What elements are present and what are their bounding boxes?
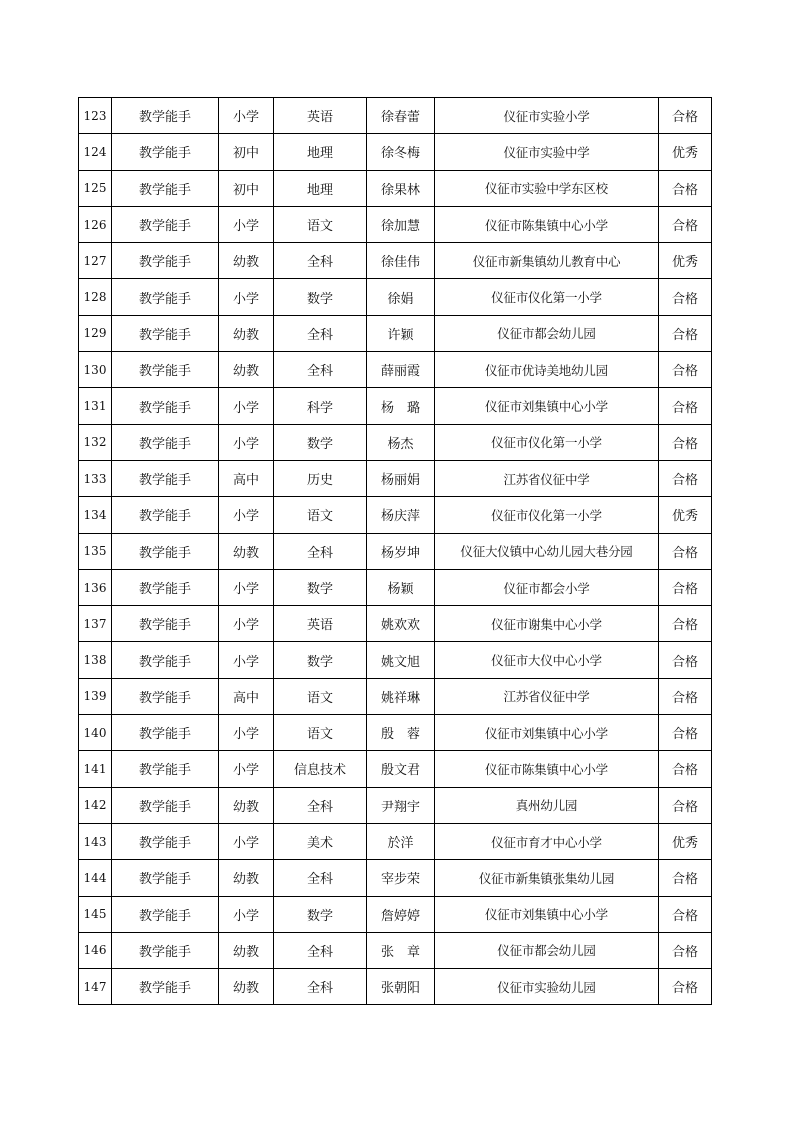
work-unit-cell: 仪征市都会幼儿园 [435, 932, 659, 968]
assessment-result-cell: 合格 [659, 715, 712, 751]
award-title-cell: 教学能手 [112, 787, 219, 823]
award-title-cell: 教学能手 [112, 823, 219, 859]
school-level-cell: 幼教 [219, 243, 274, 279]
award-title-cell: 教学能手 [112, 932, 219, 968]
row-number-cell: 125 [79, 170, 112, 206]
subject-cell: 信息技术 [274, 751, 367, 787]
subject-cell: 语文 [274, 497, 367, 533]
award-title-cell: 教学能手 [112, 315, 219, 351]
assessment-result-cell: 优秀 [659, 243, 712, 279]
assessment-result-cell: 合格 [659, 969, 712, 1005]
school-level-cell: 小学 [219, 424, 274, 460]
school-level-cell: 小学 [219, 642, 274, 678]
work-unit-cell: 仪征市刘集镇中心小学 [435, 388, 659, 424]
school-level-cell: 幼教 [219, 352, 274, 388]
subject-cell: 数学 [274, 896, 367, 932]
table-row [79, 170, 712, 206]
work-unit-cell: 仪征市实验中学东区校 [435, 170, 659, 206]
assessment-result-cell: 合格 [659, 424, 712, 460]
subject-cell: 全科 [274, 969, 367, 1005]
award-title-cell: 教学能手 [112, 642, 219, 678]
row-number-cell: 145 [79, 896, 112, 932]
table-row [79, 969, 712, 1005]
subject-cell: 语文 [274, 678, 367, 714]
teacher-name-cell: 殷文君 [367, 751, 435, 787]
assessment-result-cell: 合格 [659, 98, 712, 134]
teacher-name-cell: 徐冬梅 [367, 134, 435, 170]
school-level-cell: 幼教 [219, 787, 274, 823]
teacher-name-cell: 姚欢欢 [367, 606, 435, 642]
table-row [79, 751, 712, 787]
assessment-result-cell: 合格 [659, 388, 712, 424]
assessment-result-cell: 合格 [659, 678, 712, 714]
row-number-cell: 146 [79, 932, 112, 968]
school-level-cell: 小学 [219, 279, 274, 315]
assessment-result-cell: 合格 [659, 279, 712, 315]
table-row [79, 497, 712, 533]
subject-cell: 英语 [274, 606, 367, 642]
work-unit-cell: 仪征市实验小学 [435, 98, 659, 134]
award-title-cell: 教学能手 [112, 279, 219, 315]
work-unit-cell: 仪征市都会幼儿园 [435, 315, 659, 351]
award-title-cell: 教学能手 [112, 352, 219, 388]
teacher-name-cell: 杨庆萍 [367, 497, 435, 533]
table-row [79, 206, 712, 242]
assessment-result-cell: 合格 [659, 932, 712, 968]
school-level-cell: 初中 [219, 170, 274, 206]
work-unit-cell: 仪征市刘集镇中心小学 [435, 715, 659, 751]
teacher-name-cell: 徐娟 [367, 279, 435, 315]
row-number-cell: 133 [79, 460, 112, 496]
teacher-name-cell: 姚祥琳 [367, 678, 435, 714]
row-number-cell: 140 [79, 715, 112, 751]
work-unit-cell: 仪征市陈集镇中心小学 [435, 751, 659, 787]
row-number-cell: 144 [79, 860, 112, 896]
award-title-cell: 教学能手 [112, 896, 219, 932]
assessment-result-cell: 合格 [659, 606, 712, 642]
work-unit-cell: 江苏省仪征中学 [435, 678, 659, 714]
row-number-cell: 123 [79, 98, 112, 134]
work-unit-cell: 仪征市新集镇幼儿教育中心 [435, 243, 659, 279]
work-unit-cell: 仪征市育才中心小学 [435, 823, 659, 859]
row-number-cell: 139 [79, 678, 112, 714]
award-title-cell: 教学能手 [112, 424, 219, 460]
work-unit-cell: 仪征市都会小学 [435, 569, 659, 605]
award-title-cell: 教学能手 [112, 715, 219, 751]
assessment-result-cell: 合格 [659, 170, 712, 206]
work-unit-cell: 仪征市优诗美地幼儿园 [435, 352, 659, 388]
award-title-cell: 教学能手 [112, 497, 219, 533]
teacher-name-cell: 许颖 [367, 315, 435, 351]
assessment-result-cell: 合格 [659, 352, 712, 388]
subject-cell: 地理 [274, 134, 367, 170]
table-row [79, 98, 712, 134]
table-row [79, 388, 712, 424]
award-title-cell: 教学能手 [112, 751, 219, 787]
award-title-cell: 教学能手 [112, 134, 219, 170]
school-level-cell: 幼教 [219, 315, 274, 351]
teacher-name-cell: 杨杰 [367, 424, 435, 460]
roster-table [78, 97, 712, 1005]
subject-cell: 全科 [274, 243, 367, 279]
teacher-name-cell: 杨丽娟 [367, 460, 435, 496]
row-number-cell: 141 [79, 751, 112, 787]
table-row [79, 860, 712, 896]
table-row [79, 424, 712, 460]
subject-cell: 英语 [274, 98, 367, 134]
teacher-name-cell: 薛丽霞 [367, 352, 435, 388]
subject-cell: 科学 [274, 388, 367, 424]
school-level-cell: 幼教 [219, 932, 274, 968]
table-row [79, 823, 712, 859]
work-unit-cell: 仪征市仪化第一小学 [435, 497, 659, 533]
teacher-name-cell: 殷 蓉 [367, 715, 435, 751]
table-row [79, 606, 712, 642]
award-title-cell: 教学能手 [112, 243, 219, 279]
teacher-name-cell: 姚文旭 [367, 642, 435, 678]
row-number-cell: 124 [79, 134, 112, 170]
subject-cell: 美术 [274, 823, 367, 859]
table-row [79, 243, 712, 279]
work-unit-cell: 仪征市实验幼儿园 [435, 969, 659, 1005]
award-title-cell: 教学能手 [112, 460, 219, 496]
table-row [79, 715, 712, 751]
assessment-result-cell: 合格 [659, 860, 712, 896]
work-unit-cell: 仪征市实验中学 [435, 134, 659, 170]
award-title-cell: 教学能手 [112, 678, 219, 714]
assessment-result-cell: 合格 [659, 206, 712, 242]
row-number-cell: 126 [79, 206, 112, 242]
row-number-cell: 143 [79, 823, 112, 859]
subject-cell: 数学 [274, 424, 367, 460]
assessment-result-cell: 合格 [659, 569, 712, 605]
assessment-result-cell: 优秀 [659, 134, 712, 170]
teacher-name-cell: 徐加慧 [367, 206, 435, 242]
row-number-cell: 131 [79, 388, 112, 424]
table-row [79, 932, 712, 968]
school-level-cell: 幼教 [219, 533, 274, 569]
assessment-result-cell: 合格 [659, 315, 712, 351]
subject-cell: 全科 [274, 352, 367, 388]
row-number-cell: 142 [79, 787, 112, 823]
school-level-cell: 幼教 [219, 860, 274, 896]
subject-cell: 数学 [274, 279, 367, 315]
teacher-name-cell: 詹婷婷 [367, 896, 435, 932]
school-level-cell: 幼教 [219, 969, 274, 1005]
subject-cell: 全科 [274, 315, 367, 351]
teacher-name-cell: 张 章 [367, 932, 435, 968]
row-number-cell: 134 [79, 497, 112, 533]
assessment-result-cell: 合格 [659, 787, 712, 823]
school-level-cell: 小学 [219, 823, 274, 859]
teacher-name-cell: 张朝阳 [367, 969, 435, 1005]
work-unit-cell: 仪征大仪镇中心幼儿园大巷分园 [435, 533, 659, 569]
teacher-name-cell: 於洋 [367, 823, 435, 859]
award-title-cell: 教学能手 [112, 569, 219, 605]
table-row [79, 678, 712, 714]
award-title-cell: 教学能手 [112, 170, 219, 206]
table-row [79, 352, 712, 388]
table-row [79, 569, 712, 605]
table-row [79, 315, 712, 351]
teacher-name-cell: 徐佳伟 [367, 243, 435, 279]
row-number-cell: 127 [79, 243, 112, 279]
subject-cell: 全科 [274, 787, 367, 823]
table-row [79, 279, 712, 315]
work-unit-cell: 仪征市刘集镇中心小学 [435, 896, 659, 932]
work-unit-cell: 仪征市大仪中心小学 [435, 642, 659, 678]
assessment-result-cell: 合格 [659, 751, 712, 787]
row-number-cell: 135 [79, 533, 112, 569]
table-row [79, 460, 712, 496]
assessment-result-cell: 合格 [659, 896, 712, 932]
teacher-name-cell: 尹翔宇 [367, 787, 435, 823]
table-row [79, 787, 712, 823]
subject-cell: 数学 [274, 642, 367, 678]
award-title-cell: 教学能手 [112, 388, 219, 424]
subject-cell: 地理 [274, 170, 367, 206]
school-level-cell: 小学 [219, 388, 274, 424]
subject-cell: 历史 [274, 460, 367, 496]
assessment-result-cell: 优秀 [659, 823, 712, 859]
work-unit-cell: 仪征市仪化第一小学 [435, 424, 659, 460]
work-unit-cell: 江苏省仪征中学 [435, 460, 659, 496]
assessment-result-cell: 合格 [659, 460, 712, 496]
award-title-cell: 教学能手 [112, 98, 219, 134]
subject-cell: 全科 [274, 860, 367, 896]
award-title-cell: 教学能手 [112, 969, 219, 1005]
teacher-name-cell: 宰步荣 [367, 860, 435, 896]
award-title-cell: 教学能手 [112, 533, 219, 569]
row-number-cell: 137 [79, 606, 112, 642]
award-title-cell: 教学能手 [112, 860, 219, 896]
work-unit-cell: 仪征市陈集镇中心小学 [435, 206, 659, 242]
subject-cell: 语文 [274, 206, 367, 242]
subject-cell: 全科 [274, 932, 367, 968]
teacher-name-cell: 杨岁坤 [367, 533, 435, 569]
school-level-cell: 小学 [219, 606, 274, 642]
school-level-cell: 小学 [219, 206, 274, 242]
award-title-cell: 教学能手 [112, 206, 219, 242]
roster-body [79, 98, 712, 1005]
school-level-cell: 高中 [219, 460, 274, 496]
work-unit-cell: 仪征市新集镇张集幼儿园 [435, 860, 659, 896]
assessment-result-cell: 合格 [659, 533, 712, 569]
school-level-cell: 初中 [219, 134, 274, 170]
school-level-cell: 高中 [219, 678, 274, 714]
subject-cell: 语文 [274, 715, 367, 751]
row-number-cell: 130 [79, 352, 112, 388]
row-number-cell: 136 [79, 569, 112, 605]
assessment-result-cell: 合格 [659, 642, 712, 678]
work-unit-cell: 仪征市谢集中心小学 [435, 606, 659, 642]
award-title-cell: 教学能手 [112, 606, 219, 642]
table-row [79, 896, 712, 932]
work-unit-cell: 真州幼儿园 [435, 787, 659, 823]
teacher-name-cell: 徐春蕾 [367, 98, 435, 134]
school-level-cell: 小学 [219, 751, 274, 787]
school-level-cell: 小学 [219, 497, 274, 533]
subject-cell: 全科 [274, 533, 367, 569]
table-row [79, 642, 712, 678]
teacher-name-cell: 杨颖 [367, 569, 435, 605]
assessment-result-cell: 优秀 [659, 497, 712, 533]
row-number-cell: 147 [79, 969, 112, 1005]
row-number-cell: 128 [79, 279, 112, 315]
subject-cell: 数学 [274, 569, 367, 605]
row-number-cell: 132 [79, 424, 112, 460]
row-number-cell: 129 [79, 315, 112, 351]
school-level-cell: 小学 [219, 569, 274, 605]
row-number-cell: 138 [79, 642, 112, 678]
school-level-cell: 小学 [219, 896, 274, 932]
teacher-name-cell: 徐果林 [367, 170, 435, 206]
work-unit-cell: 仪征市仪化第一小学 [435, 279, 659, 315]
school-level-cell: 小学 [219, 98, 274, 134]
teacher-name-cell: 杨 璐 [367, 388, 435, 424]
table-row [79, 533, 712, 569]
table-row [79, 134, 712, 170]
school-level-cell: 小学 [219, 715, 274, 751]
